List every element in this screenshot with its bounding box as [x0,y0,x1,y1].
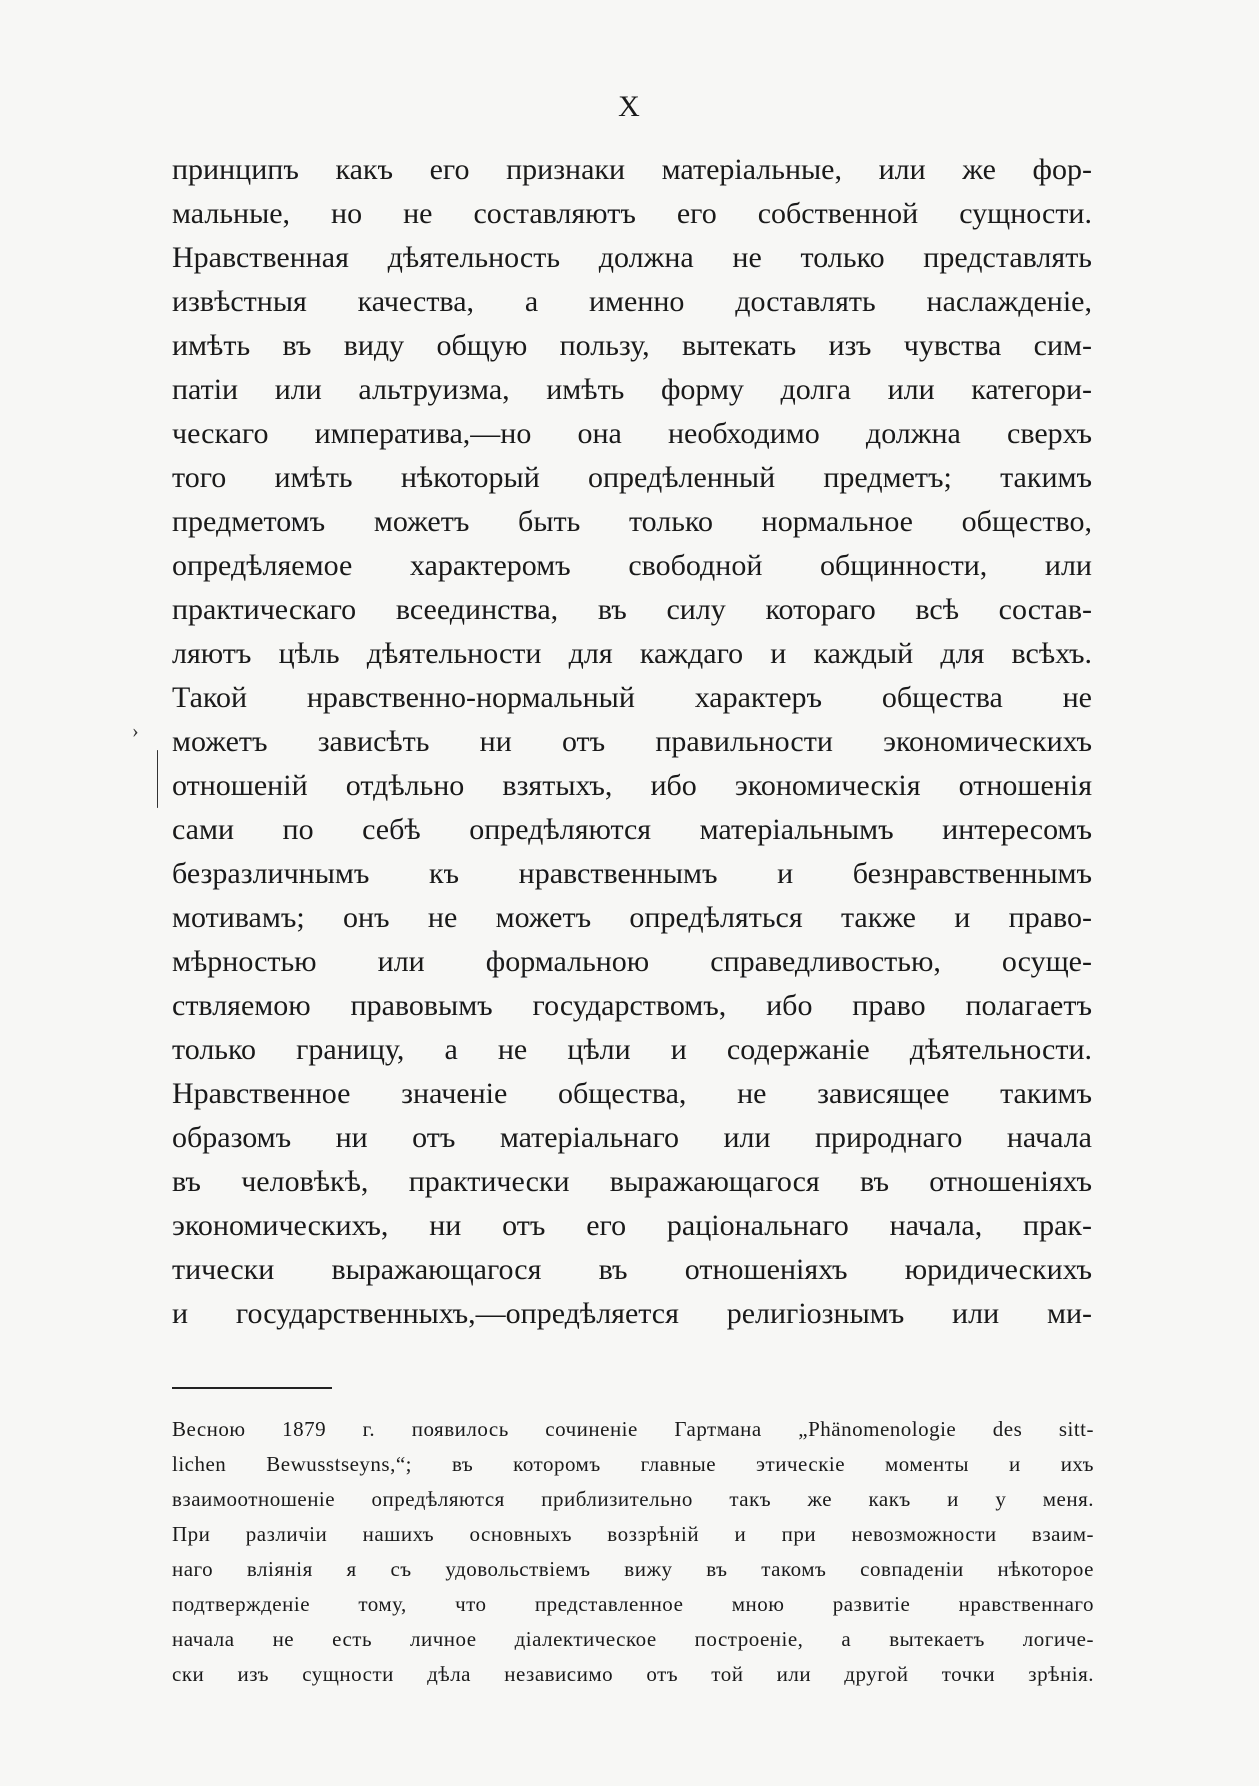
text-line: мальные, но не составляютъ его собственной сущности. [172,197,1092,230]
text-line: образомъ ни отъ матеріальнаго или природнаго начала [172,1121,1092,1154]
footnote-line: Весною 1879 г. появилось сочиненіе Гартмана „Phänomenologie des sitt- [172,1417,1094,1441]
text-line: отношеній отдѣльно взятыхъ, ибо экономическія отношенія [172,769,1092,802]
footnote-block [172,1412,1094,1692]
text-line: имѣть въ виду общую пользу, вытекать изъ чувства сим- [172,329,1092,362]
main-text-block [172,148,1092,1336]
text-line: въ человѣкѣ, практически выражающагося въ отношеніяхъ [172,1165,1092,1198]
page-number: X [618,90,641,123]
footnote-line: При различіи нашихъ основныхъ воззрѣній и при невозможности взаим- [172,1522,1094,1546]
text-line: принципъ какъ его признаки матеріальные, или же фор- [172,153,1092,186]
footnote-line: подтвержденіе тому, что представленное мною развитіе нравственнаго [172,1592,1094,1616]
text-line: патіи или альтруизма, имѣть форму долга или категори- [172,373,1092,406]
text-line: безразличнымъ къ нравственнымъ и безнравственнымъ [172,857,1092,890]
footnote-line: наго вліянія я съ удовольствіемъ вижу въ такомъ совпаденіи нѣкоторое [172,1557,1094,1581]
text-line: сами по себѣ опредѣляются матеріальнымъ интересомъ [172,813,1092,846]
footnote-line: ски изъ сущности дѣла независимо отъ той или другой точки зрѣнія. [172,1662,1094,1686]
text-line: практическаго всеединства, въ силу котораго всѣ состав- [172,593,1092,626]
footnote-line: начала не есть личное діалектическое построеніе, а вытекаетъ логиче- [172,1627,1094,1651]
text-line: опредѣляемое характеромъ свободной общинности, или [172,549,1092,582]
text-line: ствляемою правовымъ государствомъ, ибо право полагаетъ [172,989,1092,1022]
text-line: извѣстныя качества, а именно доставлять наслажденіе, [172,285,1092,318]
text-line: предметомъ можетъ быть только нормальное общество, [172,505,1092,538]
text-line: Нравственная дѣятельность должна не только представлять [172,241,1092,274]
text-line: только границу, а не цѣли и содержаніе дѣятельности. [172,1033,1092,1066]
text-line: можетъ зависѣть ни отъ правильности экономическихъ [172,725,1092,758]
text-line: Нравственное значеніе общества, не зависящее такимъ [172,1077,1092,1110]
text-line: мотивамъ; онъ не можетъ опредѣляться также и право- [172,901,1092,934]
footnote-separator [172,1387,332,1389]
text-line: тически выражающагося въ отношеніяхъ юридическихъ [172,1253,1092,1286]
margin-annotation-mark: › [132,720,139,742]
footnote-line: lichen Bewusstseyns,“; въ которомъ главные этическіе моменты и ихъ [172,1452,1094,1476]
text-line: Такой нравственно-нормальный характеръ общества не [172,681,1092,714]
margin-annotation-bar [157,750,158,808]
text-line: того имѣть нѣкоторый опредѣленный предметъ; такимъ [172,461,1092,494]
text-line: и государственныхъ,—опредѣляется религіознымъ или ми- [172,1297,1092,1330]
footnote-line: взаимоотношеніе опредѣляются приблизительно такъ же какъ и у меня. [172,1487,1094,1511]
text-line: экономическихъ, ни отъ его раціональнаго начала, прак- [172,1209,1092,1242]
text-line: ляютъ цѣль дѣятельности для каждаго и каждый для всѣхъ. [172,637,1092,670]
text-line: мѣрностью или формальною справедливостью, осуще- [172,945,1092,978]
text-line: ческаго императива,—но она необходимо должна сверхъ [172,417,1092,450]
